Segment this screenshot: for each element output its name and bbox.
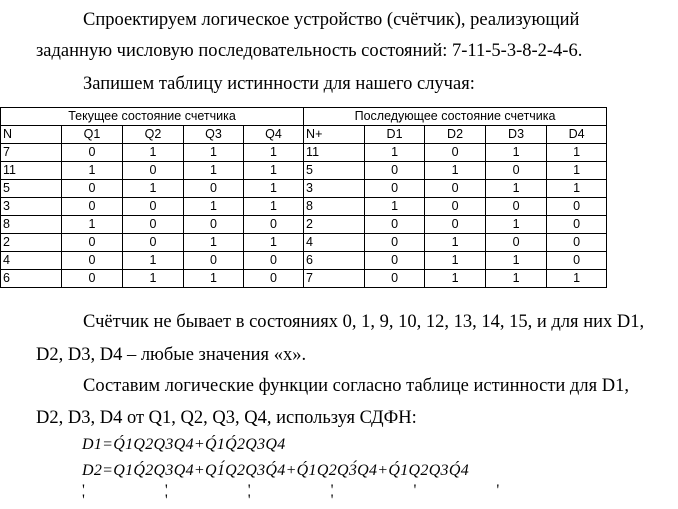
table-row <box>1 216 607 234</box>
table-cell: 0 <box>547 234 607 252</box>
table-cell: 1 <box>425 252 486 270</box>
table-cell: 1 <box>547 180 607 198</box>
table-cell: 1 <box>123 180 184 198</box>
cut-off-formula-marks: ' ' ' ' ' ' ' ' ' ' <box>82 482 538 509</box>
table-row <box>1 198 607 216</box>
table-cell: 0 <box>547 216 607 234</box>
table-row <box>1 144 607 162</box>
table-cell: 2 <box>304 216 365 234</box>
table-cell: 0 <box>62 144 123 162</box>
table-cell: 0 <box>184 252 244 270</box>
col-header: N <box>1 126 62 144</box>
table-cell: 3 <box>304 180 365 198</box>
table-cell: 6 <box>304 252 365 270</box>
table-cell: 1 <box>365 144 425 162</box>
table-cell: 8 <box>304 198 365 216</box>
table-cell: 0 <box>244 270 304 288</box>
table-cell: 2 <box>1 234 62 252</box>
note-line-1: Счётчик не бывает в состояниях 0, 1, 9, 10, 12, 13, 14, 15, и для них D1, <box>83 312 645 332</box>
table-cell: 0 <box>425 198 486 216</box>
table-cell: 1 <box>62 162 123 180</box>
table-cell: 1 <box>184 162 244 180</box>
table-cell: 4 <box>1 252 62 270</box>
note-line-2: D2, D3, D4 – любые значения «x». <box>36 345 307 365</box>
table-cell: 3 <box>1 198 62 216</box>
col-header: D3 <box>486 126 547 144</box>
table-cell: 0 <box>365 216 425 234</box>
table-row <box>1 270 607 288</box>
table-cell: 1 <box>244 234 304 252</box>
formula-d2: D2=Q1Q́2Q3Q4+Q1́Q2Q3Q́4+Q́1Q2Q3́Q4+Q́1Q2Q3Q́4 <box>82 462 470 479</box>
table-cell: 0 <box>425 216 486 234</box>
table-cell: 0 <box>123 216 184 234</box>
table-cell: 7 <box>304 270 365 288</box>
table-cell: 1 <box>244 198 304 216</box>
group-current-state: Текущее состояние счетчика <box>1 108 304 126</box>
intro-line-2: заданную числовую последовательность состояний: 7-11-5-3-8-2-4-6. <box>36 41 583 61</box>
col-header: Q2 <box>123 126 184 144</box>
table-column-header-row <box>1 126 607 144</box>
table-cell: 0 <box>244 216 304 234</box>
table-cell: 6 <box>1 270 62 288</box>
table-cell: 0 <box>365 234 425 252</box>
table-cell: 1 <box>184 270 244 288</box>
table-cell: 0 <box>547 198 607 216</box>
table-cell: 1 <box>486 180 547 198</box>
table-cell: 0 <box>486 234 547 252</box>
table-cell: 1 <box>244 162 304 180</box>
table-cell: 7 <box>1 144 62 162</box>
col-header: N+ <box>304 126 365 144</box>
table-cell: 5 <box>304 162 365 180</box>
table-cell: 1 <box>244 180 304 198</box>
col-header: D4 <box>547 126 607 144</box>
table-cell: 0 <box>123 234 184 252</box>
table-cell: 0 <box>62 234 123 252</box>
table-cell: 1 <box>547 270 607 288</box>
table-cell: 11 <box>1 162 62 180</box>
table-cell: 1 <box>62 216 123 234</box>
table-cell: 1 <box>184 198 244 216</box>
table-cell: 0 <box>123 198 184 216</box>
table-cell: 1 <box>486 270 547 288</box>
table-cell: 0 <box>62 180 123 198</box>
table-cell: 0 <box>62 198 123 216</box>
table-cell: 0 <box>547 252 607 270</box>
table-cell: 0 <box>365 162 425 180</box>
table-cell: 0 <box>184 180 244 198</box>
table-cell: 4 <box>304 234 365 252</box>
col-header: Q3 <box>184 126 244 144</box>
table-intro: Запишем таблицу истинности для нашего случая: <box>83 74 475 94</box>
table-cell: 0 <box>365 270 425 288</box>
table-row <box>1 180 607 198</box>
table-cell: 0 <box>62 270 123 288</box>
table-cell: 1 <box>123 144 184 162</box>
table-cell: 0 <box>425 144 486 162</box>
table-cell: 1 <box>547 144 607 162</box>
table-cell: 0 <box>123 162 184 180</box>
table-cell: 0 <box>244 252 304 270</box>
table-cell: 0 <box>365 180 425 198</box>
table-cell: 1 <box>486 252 547 270</box>
table-row <box>1 234 607 252</box>
func-line-1: Составим логические функции согласно таблице истинности для D1, <box>83 376 629 396</box>
table-cell: 1 <box>486 216 547 234</box>
table-cell: 1 <box>184 144 244 162</box>
table-cell: 0 <box>425 180 486 198</box>
table-cell: 1 <box>486 144 547 162</box>
table-cell: 11 <box>304 144 365 162</box>
table-group-header-row <box>1 108 607 126</box>
table-cell: 8 <box>1 216 62 234</box>
table-cell: 1 <box>547 162 607 180</box>
table-cell: 1 <box>123 252 184 270</box>
table-cell: 1 <box>244 144 304 162</box>
table-cell: 1 <box>425 270 486 288</box>
table-cell: 0 <box>184 216 244 234</box>
func-line-2: D2, D3, D4 от Q1, Q2, Q3, Q4, используя СДФН: <box>36 408 417 428</box>
group-next-state: Последующее состояние счетчика <box>304 108 607 126</box>
table-cell: 5 <box>1 180 62 198</box>
table-cell: 1 <box>184 234 244 252</box>
table-cell: 1 <box>425 234 486 252</box>
col-header: Q4 <box>244 126 304 144</box>
col-header: D2 <box>425 126 486 144</box>
table-cell: 1 <box>425 162 486 180</box>
table-cell: 0 <box>62 252 123 270</box>
table-cell: 1 <box>123 270 184 288</box>
truth-table <box>0 107 607 288</box>
col-header: D1 <box>365 126 425 144</box>
formula-d1: D1=Q́1Q2Q3Q4+Q́1Q́2Q3Q4 <box>82 436 286 453</box>
table-cell: 0 <box>365 252 425 270</box>
table-row <box>1 252 607 270</box>
table-cell: 1 <box>365 198 425 216</box>
intro-line-1: Спроектируем логическое устройство (счётчик), реализующий <box>83 10 580 30</box>
col-header: Q1 <box>62 126 123 144</box>
table-cell: 0 <box>486 198 547 216</box>
table-cell: 0 <box>486 162 547 180</box>
table-row <box>1 162 607 180</box>
